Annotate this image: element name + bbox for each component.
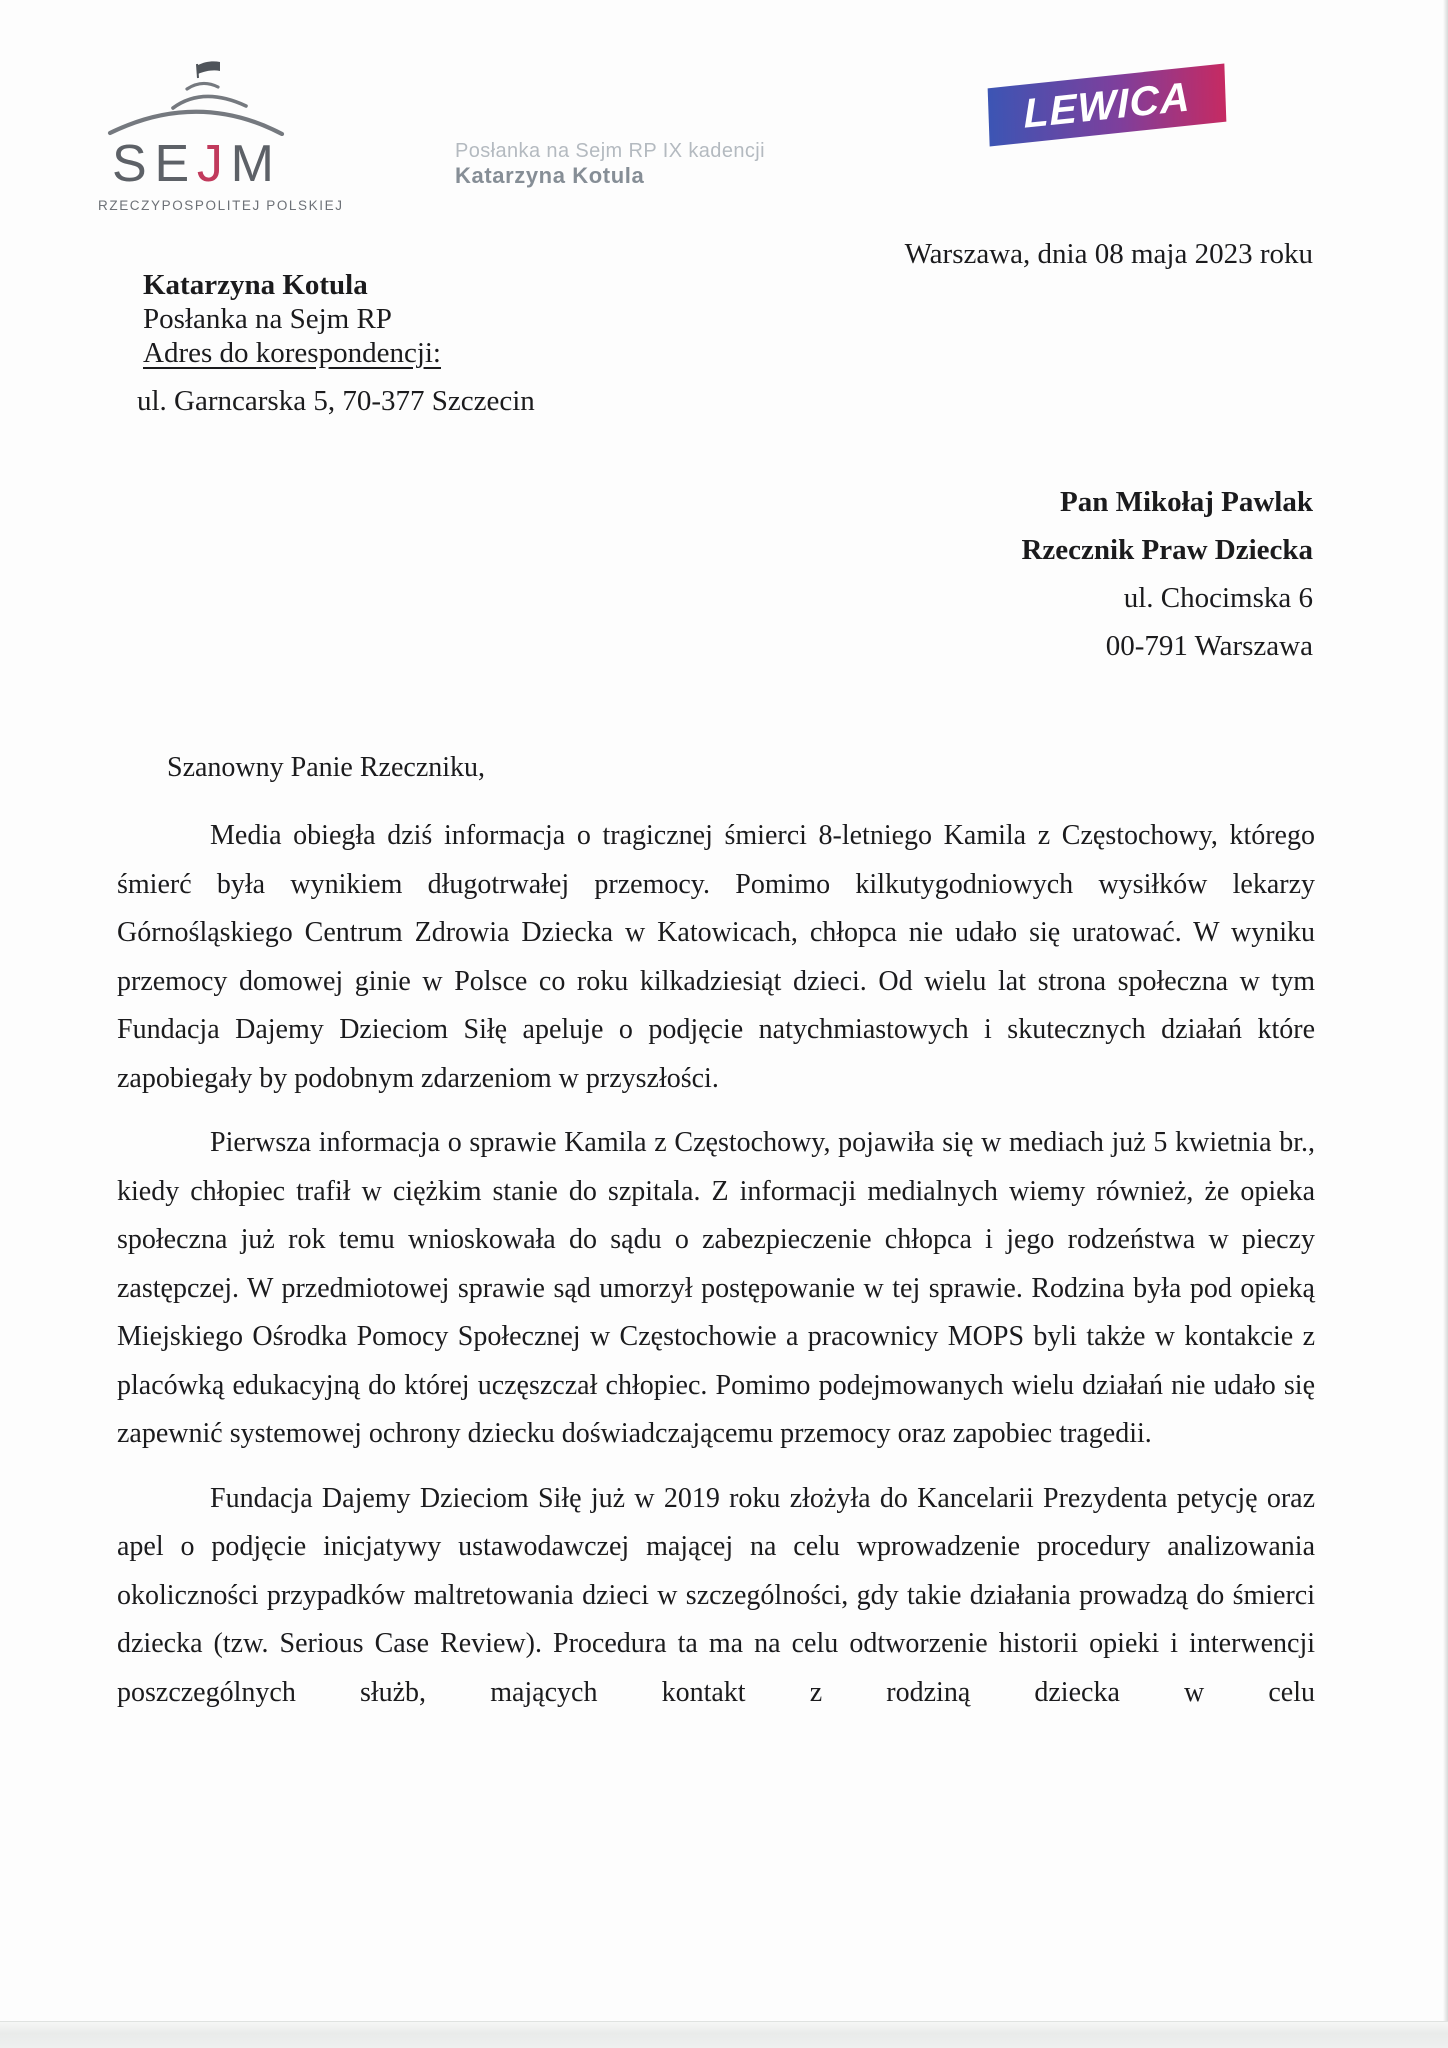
sender-address-label: Adres do korespondencji: xyxy=(143,337,441,369)
recipient-name: Pan Mikołaj Pawlak xyxy=(1060,486,1313,518)
letter-body xyxy=(117,812,1315,1733)
sejm-caption: RZECZYPOSPOLITEJ POLSKIEJ xyxy=(98,198,344,213)
deputy-header xyxy=(455,139,765,189)
recipient-block xyxy=(700,478,1313,670)
sejm-letter-s: S xyxy=(112,135,147,193)
paragraph-3: Fundacja Dajemy Dzieciom Siłę już w 2019 roku złożyła do Kancelarii Prezydenta petycję oraz apel o podjęcie inicjatywy ustawodawczej mającej na celu wprowadzenie procedury analizowania okoliczności przypadków maltretowania dzieci w szczególności, gdy takie działania prowadzą do śmierci dziecka (tzw. Serious Case Review). Procedura ta ma na celu odtworzenie historii opieki i interwencji poszczególnych służb, mających kontakt z rodziną dziecka w celu xyxy=(117,1482,1315,1708)
recipient-title: Rzecznik Praw Dziecka xyxy=(1021,534,1313,566)
sender-name: Katarzyna Kotula xyxy=(143,269,368,301)
sejm-logo xyxy=(98,56,344,213)
deputy-role-line: Posłanka na Sejm RP IX kadencji xyxy=(455,140,765,162)
deputy-name-line: Katarzyna Kotula xyxy=(455,163,645,188)
recipient-street: ul. Chocimska 6 xyxy=(1123,582,1313,614)
recipient-city: 00-791 Warszawa xyxy=(1105,630,1313,662)
sejm-letter-m: M xyxy=(230,135,274,193)
paragraph-2: Pierwsza informacja o sprawie Kamila z Częstochowy, pojawiła się w mediach już 5 kwietnia br., kiedy chłopiec trafił w ciężkim stanie do szpitala. Z informacji medialnych wiemy również, że opieka społeczna już rok temu wnioskowała do sądu o zabezpieczenie chłopca i jego rodzeństwa w pieczy zastępczej. W przedmiotowej sprawie sąd umorzył postępowanie w tej sprawie. Rodzina była pod opieką Miejskiego Ośrodka Pomocy Społecznej w Częstochowie a pracownicy MOPS byli także w kontakcie z placówką edukacyjną do której uczęszczał chłopiec. Pomimo podejmowanych wielu działań nie udało się zapewnić systemowej ochrony dziecku doświadczającemu przemocy oraz zapobiec tragedii. xyxy=(117,1127,1315,1449)
salutation: Szanowny Panie Rzeczniku, xyxy=(167,752,486,783)
dateline: Warszawa, dnia 08 maja 2023 roku xyxy=(904,238,1313,270)
paragraph-1: Media obiegła dziś informacja o tragicznej śmierci 8-letniego Kamila z Częstochowy, którego śmierć była wynikiem długotrwałej przemocy. Pomimo kilkutygodniowych wysiłków lekarzy Górnośląskiego Centrum Zdrowia Dziecka w Katowicach, chłopca nie udało się uratować. W wyniku przemocy domowej ginie w Polsce co roku kilkadziesiąt dzieci. Od wielu lat strona społeczna w tym Fundacja Dajemy Dzieciom Siłę apeluje o podjęcie natychmiastowych i skutecznych działań które zapobiegały by podobnym zdarzeniom w przyszłości. xyxy=(117,820,1315,1094)
sejm-letter-e: E xyxy=(154,135,190,193)
sejm-dome-icon xyxy=(98,56,288,136)
sender-title: Posłanka na Sejm RP xyxy=(143,303,392,335)
scan-edge-right xyxy=(1443,0,1448,2048)
sejm-wordmark xyxy=(112,135,274,193)
sejm-letter-j: J xyxy=(196,135,223,193)
lewica-logo xyxy=(986,64,1229,147)
scan-edge-bottom xyxy=(0,2021,1448,2048)
sender-block xyxy=(137,268,535,418)
lewica-wordmark: LEWICA xyxy=(1022,72,1192,137)
lewica-banner-shape xyxy=(988,64,1227,147)
sender-address: ul. Garncarska 5, 70-377 Szczecin xyxy=(137,385,535,417)
